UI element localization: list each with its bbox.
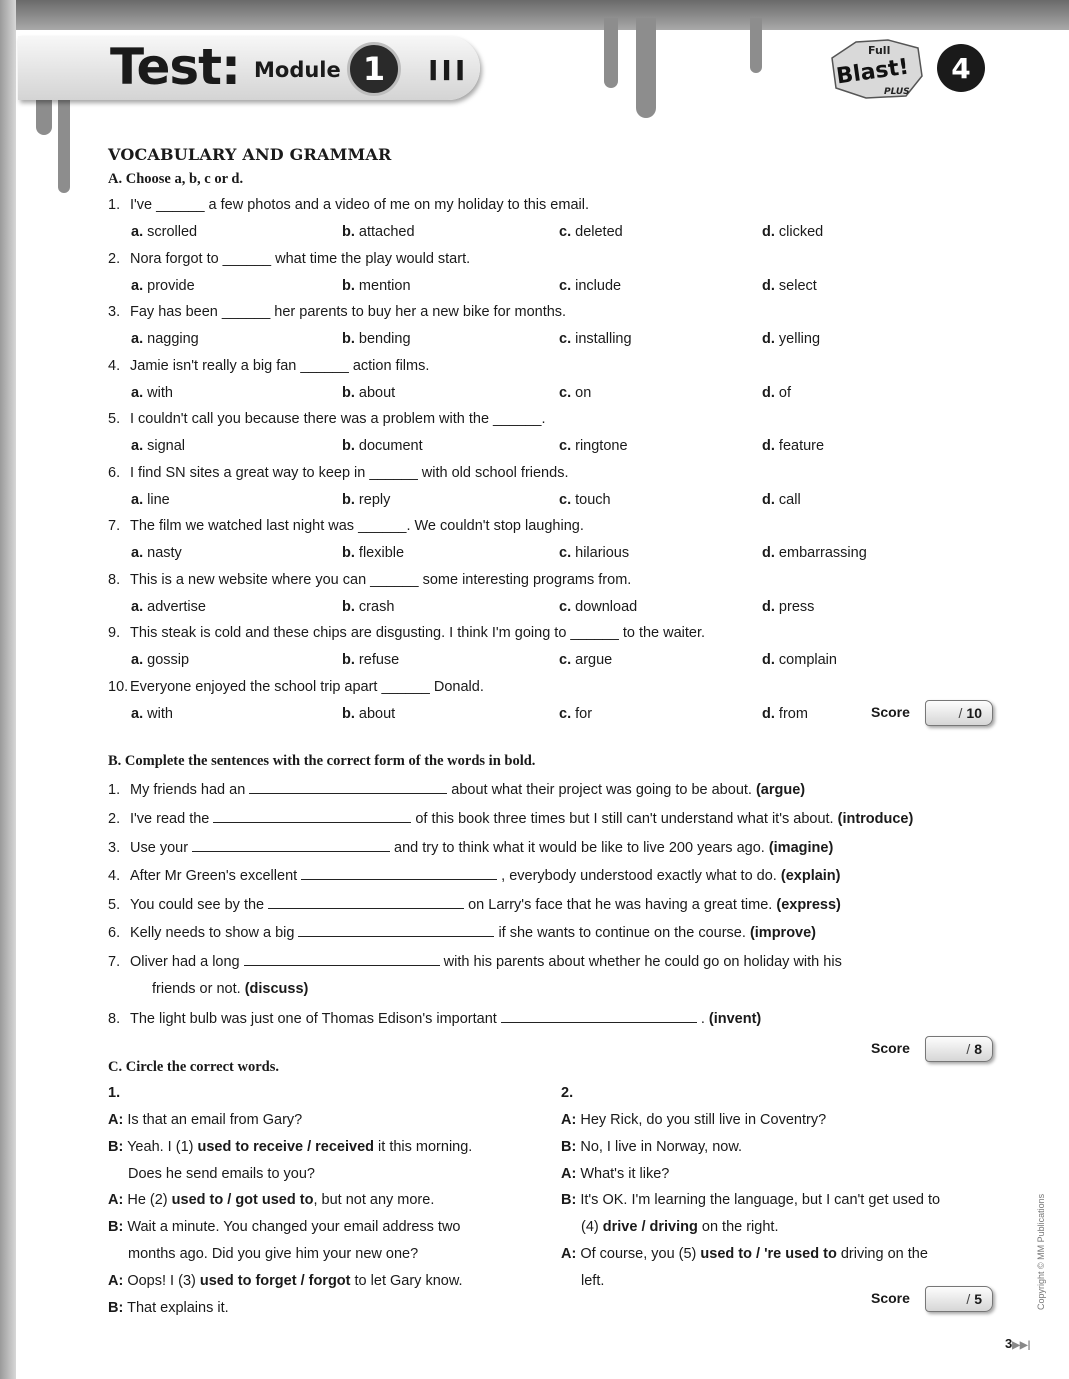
option-c[interactable] (559, 545, 629, 561)
option-d[interactable] (762, 706, 808, 722)
option-text: touch (575, 491, 611, 508)
option-letter: d. (762, 652, 775, 668)
dialogue-1-number: 1. (108, 1085, 121, 1101)
item-number: 8. (108, 1011, 121, 1027)
option-text: ringtone (575, 438, 628, 454)
dialogue-text-end: , but not any more. (313, 1192, 435, 1209)
score-label: Score (871, 704, 910, 720)
gap-sentence-3 (108, 839, 833, 856)
gap-sentence-2 (108, 810, 913, 827)
sentence-start: My friends had an (130, 782, 246, 798)
question-number: 10. (108, 678, 129, 695)
option-text: provide (147, 277, 195, 294)
option-letter: c. (559, 598, 572, 615)
score-total: 8 (974, 1041, 982, 1057)
part-b-instruction: B. Complete the sentences with the correct form of the words in bold. (108, 753, 536, 769)
option-d[interactable] (762, 331, 820, 347)
sentence-start: The light bulb was just one of Thomas Edison's important (130, 1011, 497, 1027)
dialogue-text: No, I live in Norway, now. (580, 1138, 743, 1155)
option-letter: c. (559, 331, 572, 347)
question-10 (108, 679, 484, 695)
option-text: attached (358, 224, 415, 240)
option-b[interactable] (342, 331, 411, 347)
option-d[interactable] (762, 599, 814, 615)
gap-sentence-7 (108, 953, 842, 970)
full-blast-logo (826, 36, 926, 102)
question-3 (108, 304, 566, 320)
option-letter: a. (131, 277, 144, 294)
level-badge: 4 (937, 44, 985, 92)
gap-sentence-9 (108, 1010, 761, 1027)
logo-line1: Full (868, 44, 891, 57)
option-c[interactable] (559, 385, 591, 401)
option-b[interactable] (342, 278, 411, 294)
option-letter: a. (131, 331, 144, 347)
option-text: complain (778, 652, 837, 668)
question-number: 7. (108, 518, 121, 534)
sentence-start: You could see by the (130, 897, 265, 913)
option-text: installing (575, 331, 632, 347)
question-text: This is a new website where you can ______ some interesting programs from. (130, 571, 632, 588)
gap-sentence-5 (108, 896, 841, 913)
option-text: about (358, 705, 396, 722)
top-decor-band (16, 0, 1069, 30)
dialogue-text: Is that an email from Gary? (127, 1112, 303, 1128)
sentence-end: of this book three times but I still can't understand what it's about. (415, 811, 834, 827)
option-d[interactable] (762, 438, 824, 454)
option-a[interactable] (131, 438, 185, 454)
option-letter: c. (559, 545, 572, 561)
option-a[interactable] (131, 652, 189, 668)
option-text: for (575, 705, 593, 722)
option-text: call (778, 491, 801, 508)
option-a[interactable] (131, 706, 173, 722)
option-letter: d. (762, 277, 775, 294)
speaker-label: B: (108, 1219, 124, 1236)
option-letter: c. (559, 438, 572, 454)
option-text: deleted (575, 224, 623, 240)
answer-blank[interactable] (213, 810, 411, 823)
question-text: I couldn't call you because there was a problem with the ______. (130, 411, 546, 427)
option-c[interactable] (559, 224, 623, 240)
option-d[interactable] (762, 278, 817, 294)
option-text: gossip (147, 652, 190, 668)
logo-line2: Blast! (834, 54, 911, 90)
option-c[interactable] (559, 652, 612, 668)
dialogue-line (561, 1246, 928, 1262)
page-arrows-icon: ▶▶| (1012, 1340, 1031, 1351)
option-text: select (778, 277, 817, 294)
sentence-end: with his parents about whether he could go on holiday with his (443, 954, 842, 970)
option-letter: c. (559, 224, 572, 240)
circle-choice[interactable]: used to / got used to (171, 1192, 314, 1209)
paint-drip (58, 95, 70, 193)
option-letter: d. (762, 438, 775, 454)
option-text: clicked (778, 224, 824, 240)
question-number: 1. (108, 197, 121, 213)
question-text: I've ______ a few photos and a video of me on my holiday to this email. (130, 197, 589, 213)
option-letter: a. (131, 545, 144, 561)
option-c[interactable] (559, 599, 637, 615)
dialogue-line (561, 1192, 940, 1208)
option-text: bending (358, 331, 411, 347)
question-number: 8. (108, 571, 121, 588)
dialogue-text: That explains it. (127, 1299, 229, 1316)
option-letter: c. (559, 384, 572, 401)
option-a[interactable] (131, 331, 199, 347)
bold-root-word: (introduce) (837, 811, 914, 827)
option-b[interactable] (342, 224, 415, 240)
question-7 (108, 518, 584, 534)
module-label: Module (254, 58, 341, 82)
dialogue-line (561, 1166, 669, 1182)
circle-choice[interactable]: used to receive / received (197, 1138, 375, 1155)
option-text: about (358, 384, 396, 401)
dialogue-text: left. (581, 1272, 605, 1289)
answer-blank[interactable] (192, 839, 390, 852)
option-letter: b. (342, 331, 355, 347)
bold-root-word: (argue) (755, 782, 806, 798)
question-text: Nora forgot to ______ what time the play would start. (130, 250, 471, 267)
option-text: line (147, 491, 170, 508)
dialogue-text: It's OK. I'm learning the language, but I can't get used to (580, 1192, 941, 1209)
answer-blank[interactable] (268, 896, 464, 909)
sentence-start: Use your (130, 840, 189, 856)
dialogue-line (108, 1192, 434, 1208)
option-letter: a. (131, 491, 144, 508)
dialogue-line (108, 1139, 472, 1155)
item-number: 2. (108, 811, 121, 827)
option-letter: b. (342, 652, 355, 668)
option-b[interactable] (342, 599, 394, 615)
speaker-label: B: (561, 1138, 577, 1155)
option-letter: b. (342, 438, 355, 454)
sentence-start: After Mr Green's excellent (130, 868, 298, 884)
question-number: 4. (108, 357, 121, 374)
speaker-label: B: (108, 1299, 124, 1316)
question-1 (108, 197, 589, 213)
page-title: Test: (110, 38, 241, 96)
option-letter: a. (131, 224, 144, 240)
sentence-start: friends or not. (152, 981, 241, 997)
question-text: Everyone enjoyed the school trip apart ______ Donald. (130, 678, 484, 695)
dialogue-2-number: 2. (561, 1085, 574, 1101)
option-a[interactable] (131, 224, 197, 240)
question-text: The film we watched last night was ______. We couldn't stop laughing. (130, 518, 584, 534)
option-letter: d. (762, 224, 775, 240)
option-letter: a. (131, 438, 144, 454)
option-c[interactable] (559, 331, 632, 347)
option-text: from (778, 705, 808, 722)
header-banner (18, 36, 480, 100)
question-text: Fay has been ______ her parents to buy her a new bike for months. (130, 304, 567, 320)
question-number: 6. (108, 464, 121, 481)
option-text: include (575, 277, 622, 294)
dialogue-line (108, 1273, 463, 1289)
option-d[interactable] (762, 385, 791, 401)
option-c[interactable] (559, 438, 628, 454)
option-text: of (778, 384, 792, 401)
dialogue-line (581, 1273, 604, 1289)
dialogue-text: (4) (581, 1219, 599, 1236)
option-d[interactable] (762, 492, 801, 508)
speaker-label: A: (108, 1192, 124, 1209)
paint-drip (636, 18, 656, 118)
sentence-end: on Larry's face that he was having a great time. (468, 897, 773, 913)
paint-drip (750, 18, 762, 73)
dialogue-text: Yeah. I (1) (127, 1138, 194, 1155)
option-letter: d. (762, 705, 775, 722)
answer-blank[interactable] (249, 781, 447, 794)
dialogue-line (108, 1112, 302, 1128)
option-letter: a. (131, 652, 144, 668)
option-text: press (778, 598, 815, 615)
option-letter: c. (559, 277, 572, 294)
option-letter: c. (559, 705, 572, 722)
dialogue-line (108, 1219, 461, 1235)
sentence-end: if she wants to continue on the course. (498, 925, 746, 941)
option-b[interactable] (342, 492, 390, 508)
speaker-label: A: (561, 1246, 577, 1262)
option-b[interactable] (342, 438, 423, 454)
option-letter: b. (342, 598, 355, 615)
option-d[interactable] (762, 224, 823, 240)
copyright-text: Copyright © MM Publications (1036, 1193, 1046, 1310)
gap-sentence-6 (108, 924, 816, 941)
option-d[interactable] (762, 652, 837, 668)
gap-sentence-8 (130, 981, 308, 997)
option-c[interactable] (559, 706, 592, 722)
dialogue-text: months ago. Did you give him your new one? (128, 1246, 419, 1262)
option-text: feature (778, 438, 825, 454)
option-text: with (147, 384, 173, 401)
question-text: This steak is cold and these chips are disgusting. I think I'm going to ______ to the waiter. (130, 625, 706, 641)
option-letter: b. (342, 384, 355, 401)
left-decor-strip (0, 0, 16, 1379)
option-a[interactable] (131, 385, 173, 401)
dialogue-text: Of course, you (5) (580, 1246, 697, 1262)
paint-drip (36, 95, 52, 135)
bold-root-word: (imagine) (768, 840, 834, 856)
question-9 (108, 625, 705, 641)
question-text: Jamie isn't really a big fan ______ action films. (130, 357, 430, 374)
option-d[interactable] (762, 545, 867, 561)
dialogue-text: He (2) (127, 1192, 168, 1209)
question-text: I find SN sites a great way to keep in ______ with old school friends. (130, 464, 569, 481)
option-text: signal (147, 438, 186, 454)
circle-choice[interactable]: used to forget / forgot (199, 1272, 351, 1289)
option-b[interactable] (342, 385, 395, 401)
dialogue-text: What's it like? (580, 1165, 670, 1182)
answer-blank[interactable] (301, 867, 497, 880)
bold-root-word: (express) (776, 897, 841, 913)
option-letter: b. (342, 224, 355, 240)
dialogue-text: Wait a minute. You changed your email address two (127, 1219, 461, 1236)
sentence-start: Oliver had a long (130, 954, 240, 970)
speaker-label: A: (108, 1112, 124, 1128)
dialogue-text: Does he send emails to you? (128, 1165, 315, 1182)
option-letter: b. (342, 545, 355, 561)
option-text: argue (575, 652, 613, 668)
question-6 (108, 465, 568, 481)
sentence-end: and try to think what it would be like to live 200 years ago. (394, 840, 765, 856)
question-5 (108, 411, 545, 427)
option-c[interactable] (559, 278, 621, 294)
score-label: Score (871, 1290, 910, 1306)
option-text: download (575, 598, 638, 615)
page-number-value: 3 (1005, 1336, 1013, 1351)
dialogue-line (561, 1139, 742, 1155)
option-text: advertise (147, 598, 206, 615)
question-number: 3. (108, 304, 121, 320)
item-number: 3. (108, 840, 121, 856)
dialogue-text: Oops! I (3) (127, 1272, 196, 1289)
answer-blank[interactable] (298, 924, 494, 937)
item-number: 1. (108, 782, 121, 798)
option-text: with (147, 705, 173, 722)
dialogue-line (581, 1219, 778, 1235)
option-text: mention (358, 277, 411, 294)
option-letter: d. (762, 384, 775, 401)
bold-root-word: (explain) (780, 868, 841, 884)
score-box[interactable]: / 8 (925, 1036, 993, 1062)
item-number: 7. (108, 954, 121, 970)
option-letter: d. (762, 331, 775, 347)
gap-sentence-1 (108, 781, 805, 798)
option-letter: b. (342, 705, 355, 722)
dialogue-line (108, 1300, 229, 1316)
dialogue-text-end: on the right. (701, 1219, 779, 1236)
option-text: yelling (778, 331, 821, 347)
sentence-end: about what their project was going to be about. (451, 782, 752, 798)
option-text: nasty (147, 545, 182, 561)
option-text: hilarious (575, 545, 630, 561)
question-number: 2. (108, 250, 121, 267)
option-letter: d. (762, 545, 775, 561)
score-total: 5 (974, 1291, 982, 1307)
question-number: 5. (108, 411, 121, 427)
speaker-label: A: (561, 1165, 577, 1182)
option-letter: d. (762, 491, 775, 508)
option-b[interactable] (342, 706, 395, 722)
option-text: nagging (147, 331, 199, 347)
sentence-start: Kelly needs to show a big (130, 925, 295, 941)
option-text: reply (358, 491, 391, 508)
circle-choice[interactable]: used to / 're used to (700, 1246, 837, 1262)
gap-sentence-4 (108, 867, 841, 884)
option-letter: d. (762, 598, 775, 615)
option-letter: a. (131, 705, 144, 722)
option-letter: b. (342, 491, 355, 508)
dialogue-text-end: driving on the (840, 1246, 928, 1262)
option-text: document (358, 438, 423, 454)
sentence-start: I've read the (130, 811, 210, 827)
score-box[interactable]: / 5 (925, 1286, 993, 1312)
option-c[interactable] (559, 492, 611, 508)
dialogue-text-end: to let Gary know. (354, 1272, 463, 1289)
speaker-label: A: (108, 1272, 124, 1289)
option-text: scrolled (147, 224, 198, 240)
question-4 (108, 358, 429, 374)
option-a[interactable] (131, 278, 195, 294)
dialogue-text-end: it this morning. (378, 1138, 473, 1155)
page-number (1005, 1336, 1030, 1351)
answer-blank[interactable] (501, 1010, 697, 1023)
option-letter: b. (342, 277, 355, 294)
option-letter: c. (559, 652, 572, 668)
dialogue-line (128, 1246, 418, 1262)
speaker-label: B: (561, 1192, 577, 1209)
option-letter: a. (131, 598, 144, 615)
dialogue-text: Hey Rick, do you still live in Coventry? (580, 1112, 827, 1128)
option-a[interactable] (131, 545, 182, 561)
question-2 (108, 251, 470, 267)
paint-drip (604, 18, 618, 88)
bars-icon: III (428, 54, 469, 87)
dialogue-line (128, 1166, 315, 1182)
sentence-end: . (700, 1011, 705, 1027)
score-total: 10 (966, 705, 982, 721)
option-a[interactable] (131, 599, 206, 615)
item-number: 5. (108, 897, 121, 913)
option-a[interactable] (131, 492, 170, 508)
part-c-instruction: C. Circle the correct words. (108, 1059, 279, 1075)
answer-blank[interactable] (244, 953, 440, 966)
circle-choice[interactable]: drive / driving (602, 1219, 698, 1236)
question-8 (108, 572, 631, 588)
option-text: on (575, 384, 592, 401)
bold-root-word: (invent) (708, 1011, 762, 1027)
module-number-badge: 1 (347, 42, 401, 96)
option-b[interactable] (342, 652, 399, 668)
option-letter: a. (131, 384, 144, 401)
option-text: flexible (358, 545, 405, 561)
item-number: 6. (108, 925, 121, 941)
item-number: 4. (108, 868, 121, 884)
part-a-instruction: A. Choose a, b, c or d. (108, 171, 244, 187)
option-text: crash (358, 598, 395, 615)
score-label: Score (871, 1040, 910, 1056)
option-b[interactable] (342, 545, 404, 561)
option-text: refuse (358, 652, 400, 668)
speaker-label: A: (561, 1112, 577, 1128)
bold-root-word: (discuss) (244, 981, 309, 997)
bold-root-word: (improve) (749, 925, 817, 941)
question-number: 9. (108, 625, 121, 641)
option-text: embarrassing (778, 545, 867, 561)
option-letter: c. (559, 491, 572, 508)
sentence-end: , everybody understood exactly what to do. (501, 868, 777, 884)
speaker-label: B: (108, 1138, 124, 1155)
dialogue-line (561, 1112, 826, 1128)
score-box[interactable]: / 10 (925, 700, 993, 726)
section-title: VOCABULARY AND GRAMMAR (108, 145, 392, 164)
logo-line3: PLUS (884, 87, 910, 97)
